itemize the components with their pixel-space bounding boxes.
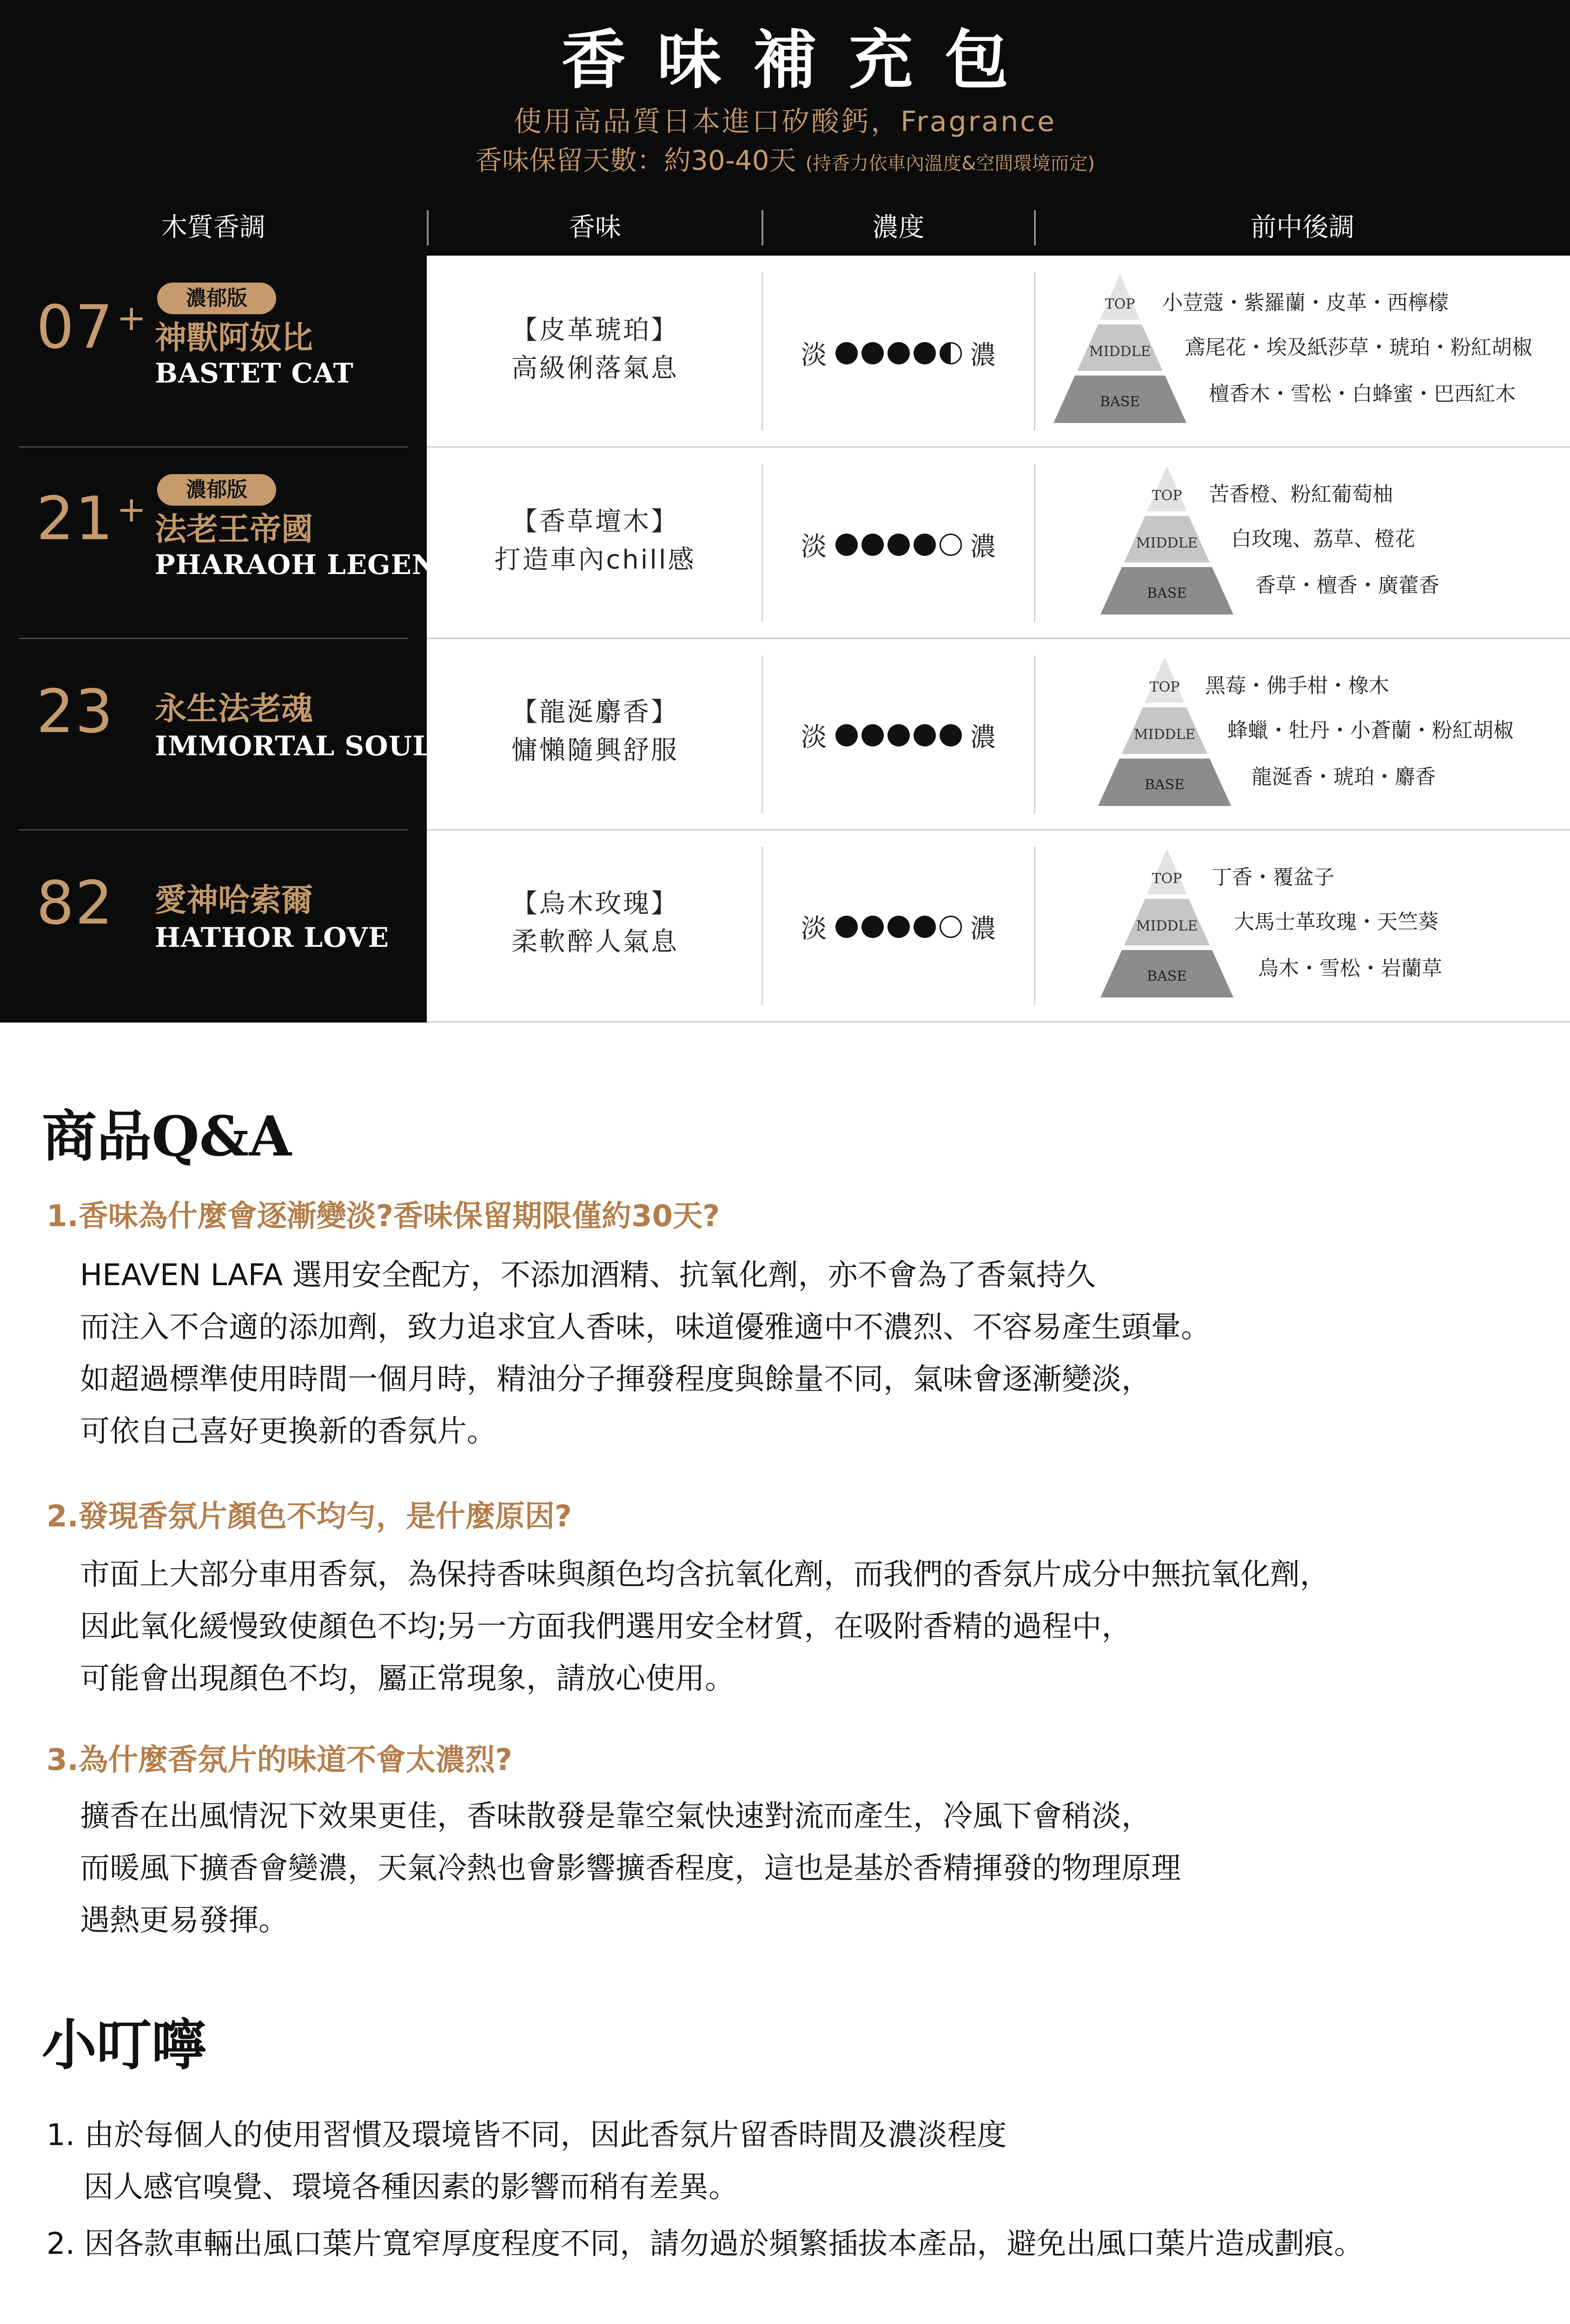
note-base: 龍涎香・琥珀・麝香	[1252, 765, 1436, 789]
concentration-dot-full	[888, 724, 910, 746]
product-number: 21+	[36, 484, 147, 554]
concentration-dot-full	[835, 342, 858, 364]
strong-label: 濃	[970, 340, 996, 370]
tier-label-top: TOP	[1149, 679, 1180, 695]
concentration-meter	[762, 908, 1034, 945]
concentration-dot-full	[835, 724, 858, 746]
product-name-en: HATHOR LOVE	[155, 922, 389, 953]
product-name-zh: 神獸阿奴比	[155, 320, 313, 357]
concentration-dot-full	[835, 916, 858, 938]
qa-question-1: 1.香味為什麼會逐漸變淡?香味保留期限僅約30天?	[46, 1199, 720, 1234]
column-header-scent: 香味	[569, 212, 621, 243]
scent-description	[428, 503, 762, 579]
note-top: 丁香・覆盆子	[1212, 865, 1334, 889]
qa-answer-line: 擴香在出風情況下效果更佳，香味散發是靠空氣快速對流而產生，冷風下會稍淡，	[80, 1799, 1151, 1834]
concentration-dot-full	[888, 916, 910, 938]
concentration-dot-full	[888, 342, 910, 364]
column-header-woody: 木質香調	[161, 212, 265, 243]
concentration-dot-full	[888, 534, 910, 556]
concentration-dot-full	[861, 534, 884, 556]
note-base: 烏木・雪松・岩蘭草	[1258, 957, 1442, 980]
light-label: 淡	[801, 722, 827, 753]
tier-label-middle: MIDDLE	[1089, 343, 1151, 360]
concentration-dot-full	[914, 916, 936, 938]
qa-answer-line: 可能會出現顏色不均，屬正常現象，請放心使用。	[80, 1662, 735, 1696]
tier-label-top: TOP	[1152, 871, 1182, 887]
page-title: 香味補充包	[561, 23, 1040, 98]
qa-answer-line: 市面上大部分車用香氛，為保持香味與顏色均含抗氧化劑，而我們的香氛片成分中無抗氧化劑，	[80, 1558, 1330, 1592]
scent-title: 【香草壇木】	[511, 507, 679, 537]
note-middle: 蜂蠟・牡丹・小蒼蘭・粉紅胡椒	[1227, 719, 1514, 742]
qa-question-3: 3.為什麼香氛片的味道不會太濃烈?	[46, 1743, 512, 1777]
scent-description	[428, 311, 762, 388]
strong-label: 濃	[970, 722, 996, 753]
concentration-dot-full	[914, 342, 936, 364]
header-banner	[0, 0, 1570, 200]
product-name-en: BASTET CAT	[155, 357, 354, 389]
table-header	[0, 200, 1570, 256]
strong-label: 濃	[970, 914, 996, 944]
tip-line: 1. 由於每個人的使用習慣及環境皆不同，因此香氛片留香時間及濃淡程度	[46, 2118, 1007, 2152]
qa-answer-line: HEAVEN LAFA 選用安全配方，不添加酒精、抗氧化劑，亦不會為了香氣持久	[80, 1258, 1096, 1293]
concentration-meter	[762, 526, 1034, 563]
tip-line: 2. 因各款車輛出風口葉片寬窄厚度程度不同，請勿過於頻繁插拔本產品，避免出風口葉片造成劃痕。	[46, 2227, 1364, 2261]
scent-mood: 打造車內chill感	[494, 545, 696, 575]
note-middle: 大馬士革玫瑰・天竺葵	[1234, 910, 1438, 934]
fragrance-table	[0, 200, 1570, 1023]
qa-title: 商品Q&A	[42, 1104, 291, 1169]
column-header-concentration: 濃度	[872, 212, 925, 243]
tier-label-top: TOP	[1105, 296, 1135, 312]
concentration-dot-full	[861, 342, 884, 364]
qa-question-2: 2.發現香氛片顏色不均勻，是什麼原因?	[46, 1499, 572, 1534]
concentration-dot-empty	[940, 916, 962, 938]
strong-label: 濃	[970, 532, 996, 562]
product-number: 07+	[36, 293, 147, 362]
product-name-zh: 永生法老魂	[155, 691, 313, 727]
subtitle: 使用高品質日本進口矽酸鈣，Fragrance	[513, 106, 1057, 138]
intense-version-badge: 濃郁版	[157, 283, 276, 314]
product-name-en: PHARAOH LEGEND	[155, 549, 461, 581]
tier-label-middle: MIDDLE	[1136, 918, 1198, 934]
concentration-dot-full	[861, 916, 884, 938]
table-row	[0, 256, 1570, 447]
note-top: 苦香橙、粉紅葡萄柚	[1209, 482, 1393, 506]
tips-title: 小叮嚀	[42, 2013, 207, 2077]
concentration-dot-empty	[940, 534, 962, 556]
concentration-meter	[762, 717, 1034, 754]
table-row	[0, 447, 1570, 639]
qa-answer-line: 遇熱更易發揮。	[80, 1903, 288, 1938]
product-name-zh: 法老王帝國	[155, 511, 313, 548]
qa-answer-line: 如超過標準使用時間一個月時，精油分子揮發程度與餘量不同，氣味會逐漸變淡，	[80, 1362, 1151, 1397]
tier-label-base: BASE	[1144, 777, 1185, 793]
light-label: 淡	[801, 914, 827, 944]
concentration-meter	[762, 335, 1034, 372]
note-base: 檀香木・雪松・白蜂蜜・巴西紅木	[1209, 382, 1516, 406]
duration-note: (持香力依車內溫度&空間環境而定)	[805, 153, 1095, 174]
table-row	[0, 830, 1570, 1022]
plus-mark: +	[116, 297, 147, 338]
table-row	[0, 639, 1570, 830]
table-bottom-line	[427, 1021, 1570, 1023]
plus-mark: +	[116, 489, 147, 530]
duration-text: 香味保留天數：約30-40天	[475, 145, 796, 176]
product-number: 23	[36, 677, 114, 746]
note-middle: 白玫瑰、荔草、橙花	[1231, 527, 1415, 551]
scent-title: 【皮革琥珀】	[511, 315, 679, 345]
scent-mood: 高級俐落氣息	[511, 353, 679, 383]
scent-mood: 柔軟醉人氣息	[511, 927, 679, 957]
scent-description	[428, 693, 762, 770]
qa-answer-line: 可依自己喜好更換新的香氛片。	[80, 1414, 497, 1449]
light-label: 淡	[801, 340, 827, 370]
qa-answer-line: 而注入不合適的添加劑，致力追求宜人香味，味道優雅適中不濃烈、不容易產生頭暈。	[80, 1310, 1211, 1345]
concentration-dot-full	[940, 724, 962, 746]
duration-line	[0, 142, 1570, 182]
concentration-dot-half	[940, 342, 962, 364]
scent-mood: 慵懶隨興舒服	[511, 735, 679, 766]
qa-answer-line: 而暖風下擴香會變濃，天氣冷熱也會影響擴香程度，這也是基於香精揮發的物理原理	[80, 1851, 1181, 1886]
product-name-en: IMMORTAL SOUL	[155, 730, 432, 762]
tier-label-middle: MIDDLE	[1133, 726, 1196, 743]
qa-answer-line: 因此氧化緩慢致使顏色不均;另一方面我們選用安全材質，在吸附香精的過程中，	[80, 1610, 1132, 1644]
concentration-dot-full	[861, 724, 884, 746]
note-top: 小荳蔻・紫羅蘭・皮革・西檸檬	[1162, 291, 1449, 315]
light-label: 淡	[801, 532, 827, 562]
tier-label-base: BASE	[1146, 968, 1187, 984]
tip-line: 因人感官嗅覺、環境各種因素的影響而稍有差異。	[84, 2170, 738, 2205]
concentration-dot-full	[914, 724, 936, 746]
tier-label-top: TOP	[1152, 488, 1182, 504]
tier-label-base: BASE	[1100, 394, 1140, 410]
scent-title: 【烏木玫瑰】	[511, 889, 679, 919]
note-top: 黑莓・佛手柑・橡木	[1205, 674, 1389, 698]
tier-label-base: BASE	[1146, 585, 1187, 601]
concentration-dot-full	[914, 534, 936, 556]
column-header-notes: 前中後調	[1250, 212, 1355, 243]
note-middle: 鳶尾花・埃及紙莎草・琥珀・粉紅胡椒	[1185, 336, 1532, 359]
product-number: 82	[36, 869, 114, 938]
note-base: 香草・檀香・廣藿香	[1255, 574, 1439, 597]
scent-description	[428, 885, 762, 961]
product-name-zh: 愛神哈索爾	[155, 882, 313, 919]
concentration-dot-full	[835, 534, 858, 556]
tier-label-middle: MIDDLE	[1136, 535, 1198, 551]
intense-version-badge: 濃郁版	[157, 474, 276, 506]
scent-title: 【龍涎麝香】	[511, 697, 679, 727]
